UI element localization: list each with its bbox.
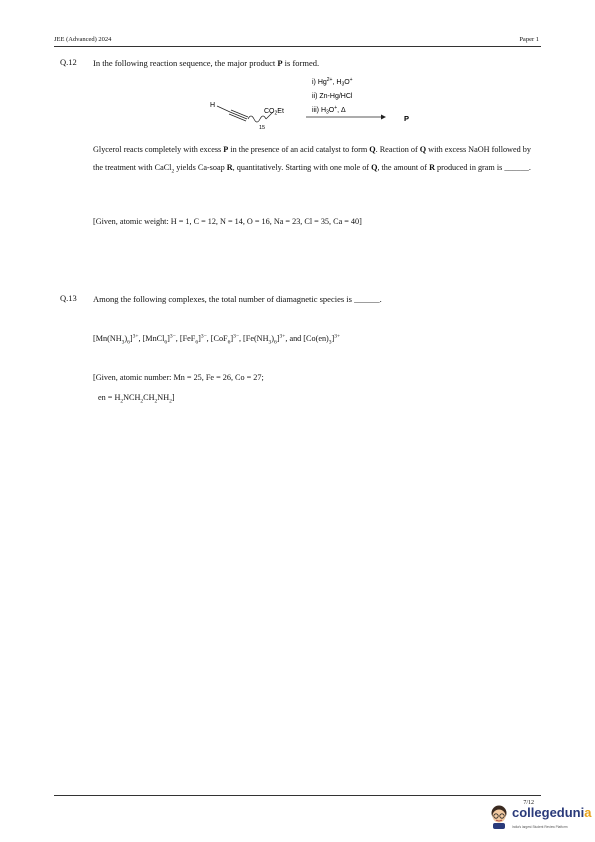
page-number: 7/12 [523, 800, 534, 806]
repeat-subscript: 15 [259, 125, 266, 131]
q13-complexes: $[Mn(NH_3)_6]^{3+}$, [MnCl$_6$]$^{3-}$, $[FeF_6]^{3-}$, $[CoF_6]^{3-}$, $[Fe(NH_3)_6]^{3+}$, and $[Co(en)_3]^{3+}$ [93, 333, 341, 346]
q12-given: [Given, atomic weight: H = 1, C = 12, N = 14, O = 16, Na = 23, Cl = 35, Ca = 40] [93, 217, 362, 226]
footer-divider [54, 795, 541, 796]
q13-given-line1: [Given, atomic number: Mn = 25, Fe = 26, Co = 27; [93, 373, 264, 382]
reaction-arrow-head [381, 115, 386, 120]
ester-label: $CO_2Et$ [264, 108, 284, 117]
exam-header: JEE (Advanced) 2024 [54, 36, 112, 43]
product-p: P [404, 114, 410, 123]
collegedunia-mascot-logo [488, 804, 510, 830]
h-bond [217, 106, 230, 112]
logo-tagline: India's largest Student Review Platform [512, 825, 568, 829]
q13-number: Q.13 [60, 293, 77, 303]
condition-1: i) $Hg^{2+}$, $H_3O^+$ [312, 77, 353, 88]
chain-wavy-bond [248, 116, 266, 122]
paper-label: Paper 1 [519, 36, 539, 43]
collegedunia-logo-text: collegedunia [512, 805, 592, 820]
q13-given-line2: en = $H_2NCH_2CH_2NH_2$] [98, 393, 175, 405]
q12-intro: In the following reaction sequence, the major product P is formed. [93, 58, 320, 68]
header-divider [54, 46, 541, 47]
q13-question: Among the following complexes, the total number of diamagnetic species is ______. [93, 294, 382, 304]
condition-2: ii) Zn-Hg/HCl [312, 93, 353, 100]
q12-number: Q.12 [60, 57, 77, 67]
reaction-scheme [205, 75, 425, 137]
q12-paragraph: Glycerol reacts completely with excess P in the presence of an acid catalyst to form Q. Reaction of Q with excess NaOH followed by the treatment with CaCl$_2$ yields Ca-soap R, quantitatively. Starting with one mole of Q, the amount of R produced in gram is ______. [93, 145, 531, 175]
condition-3: iii) $H_3O^+$, Δ [312, 105, 346, 116]
terminal-h-label: H [210, 102, 216, 109]
